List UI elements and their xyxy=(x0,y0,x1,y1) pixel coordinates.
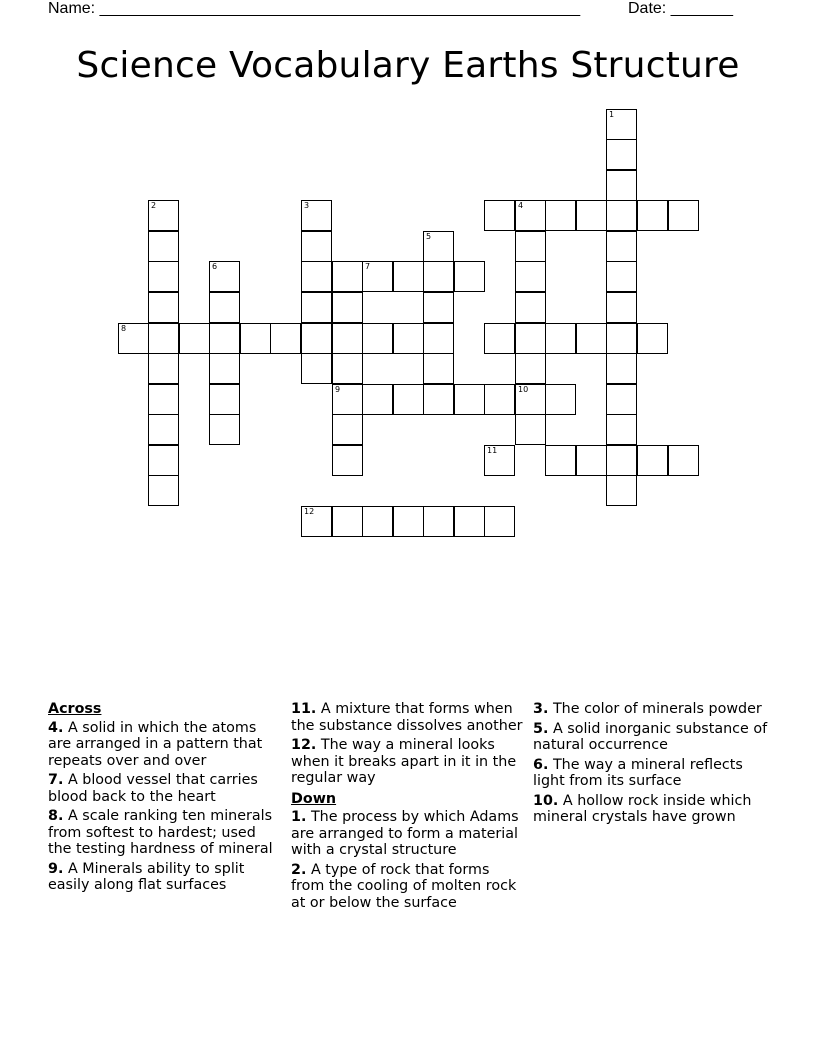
clue-across-9 xyxy=(48,861,280,894)
crossword-cell[interactable] xyxy=(606,445,637,476)
crossword-cell[interactable] xyxy=(332,353,363,384)
crossword-cell[interactable] xyxy=(301,506,332,537)
crossword-cell[interactable] xyxy=(606,353,637,384)
clue-number: 7. xyxy=(48,772,64,788)
crossword-cell[interactable] xyxy=(637,323,668,354)
crossword-cell[interactable] xyxy=(301,323,332,354)
crossword-cell[interactable] xyxy=(118,323,149,354)
crossword-cell[interactable] xyxy=(423,323,454,354)
crossword-cell[interactable] xyxy=(209,292,240,323)
clue-text: A hollow rock inside which mineral crystals have grown xyxy=(533,792,752,825)
clue-number: 10. xyxy=(533,792,559,809)
cell-number: 11 xyxy=(487,446,498,455)
page-title: Science Vocabulary Earths Structure xyxy=(76,45,740,86)
clue-number: 9. xyxy=(48,860,64,877)
crossword-cell[interactable] xyxy=(606,292,637,323)
crossword-cell[interactable] xyxy=(148,384,179,415)
crossword-cell[interactable] xyxy=(179,323,210,354)
clue-number: 8. xyxy=(48,808,64,824)
crossword-cell[interactable] xyxy=(148,445,179,476)
crossword-cell[interactable] xyxy=(148,414,179,445)
clue-down-5 xyxy=(533,721,769,754)
crossword-cell[interactable] xyxy=(515,414,546,445)
clue-number: 2. xyxy=(291,861,307,878)
clues-column-1 xyxy=(48,701,280,897)
clue-down-10 xyxy=(533,793,769,826)
cell-number: 9 xyxy=(335,385,341,394)
crossword-cell[interactable] xyxy=(576,200,607,231)
crossword-cell[interactable] xyxy=(515,200,546,231)
crossword-cell[interactable] xyxy=(362,261,393,292)
clue-number: 11. xyxy=(291,701,317,717)
cell-number: 4 xyxy=(518,201,524,210)
clue-number: 5. xyxy=(533,720,549,737)
crossword-cell[interactable] xyxy=(209,414,240,445)
crossword-cell[interactable] xyxy=(606,170,637,201)
crossword-cell[interactable] xyxy=(515,292,546,323)
crossword-cell[interactable] xyxy=(576,445,607,476)
clue-number: 1. xyxy=(291,809,307,825)
clue-down-6 xyxy=(533,757,769,790)
clue-text: The color of minerals powder xyxy=(552,701,762,717)
crossword-cell[interactable] xyxy=(362,506,393,537)
crossword-cell[interactable] xyxy=(545,323,576,354)
crossword-cell[interactable] xyxy=(515,353,546,384)
clue-number: 6. xyxy=(533,756,549,773)
crossword-cell[interactable] xyxy=(606,261,637,292)
crossword-cell[interactable] xyxy=(637,445,668,476)
crossword-cell[interactable] xyxy=(515,261,546,292)
crossword-cell[interactable] xyxy=(362,384,393,415)
crossword-cell[interactable] xyxy=(148,475,179,506)
clue-across-12 xyxy=(291,737,523,787)
crossword-cell[interactable] xyxy=(606,109,637,140)
crossword-cell[interactable] xyxy=(301,261,332,292)
crossword-cell[interactable] xyxy=(332,384,363,415)
crossword-cell[interactable] xyxy=(606,231,637,262)
clue-text: A blood vessel that carries blood back to the heart xyxy=(48,772,258,805)
crossword-cell[interactable] xyxy=(393,506,424,537)
crossword-cell[interactable] xyxy=(668,200,699,231)
crossword-cell[interactable] xyxy=(454,261,485,292)
across-heading: Across xyxy=(48,701,102,717)
crossword-cell[interactable] xyxy=(576,323,607,354)
crossword-cell[interactable] xyxy=(209,353,240,384)
cell-number: 7 xyxy=(365,262,371,271)
cell-number: 6 xyxy=(212,262,218,271)
crossword-cell[interactable] xyxy=(209,384,240,415)
crossword-cell[interactable] xyxy=(423,292,454,323)
clue-text: A type of rock that forms from the cooling of molten rock at or below the surface xyxy=(291,861,517,911)
cell-number: 10 xyxy=(518,385,529,394)
clues-column-2 xyxy=(291,701,523,914)
clue-text: A solid in which the atoms are arranged in a pattern that repeats over and over xyxy=(48,719,263,769)
name-field[interactable]: Name: ______________________________________________________ xyxy=(48,0,581,17)
crossword-cell[interactable] xyxy=(606,323,637,354)
cell-number: 1 xyxy=(609,110,615,119)
crossword-cell[interactable] xyxy=(423,506,454,537)
clue-text: The way a mineral looks when it breaks apart in it in the regular way xyxy=(291,737,517,786)
cell-number: 2 xyxy=(151,201,157,210)
clue-text: A scale ranking ten minerals from softest to hardest; used the testing hardness of mineral xyxy=(48,808,273,857)
crossword-cell[interactable] xyxy=(545,200,576,231)
crossword-cell[interactable] xyxy=(637,200,668,231)
crossword-cell[interactable] xyxy=(606,139,637,170)
crossword-cell[interactable] xyxy=(209,261,240,292)
crossword-cell[interactable] xyxy=(301,200,332,231)
clue-down-1 xyxy=(291,809,523,859)
crossword-cell[interactable] xyxy=(148,292,179,323)
crossword-cell[interactable] xyxy=(209,323,240,354)
crossword-cell[interactable] xyxy=(393,384,424,415)
clue-across-7 xyxy=(48,772,280,805)
crossword-cell[interactable] xyxy=(332,261,363,292)
crossword-cell[interactable] xyxy=(148,261,179,292)
crossword-cell[interactable] xyxy=(240,323,271,354)
crossword-cell[interactable] xyxy=(148,323,179,354)
crossword-cell[interactable] xyxy=(454,384,485,415)
clue-text: The process by which Adams are arranged to form a material with a crystal structure xyxy=(291,809,519,858)
crossword-cell[interactable] xyxy=(515,384,546,415)
crossword-cell[interactable] xyxy=(332,506,363,537)
crossword-cell[interactable] xyxy=(301,292,332,323)
clue-text: A mixture that forms when the substance dissolves another xyxy=(291,701,523,734)
crossword-cell[interactable] xyxy=(484,506,515,537)
crossword-cell[interactable] xyxy=(362,323,393,354)
clue-text: The way a mineral reflects light from its surface xyxy=(533,756,743,789)
crossword-cell[interactable] xyxy=(301,353,332,384)
crossword-cell[interactable] xyxy=(423,353,454,384)
crossword-cell[interactable] xyxy=(332,323,363,354)
crossword-cell[interactable] xyxy=(301,231,332,262)
crossword-cell[interactable] xyxy=(393,261,424,292)
cell-number: 12 xyxy=(304,507,315,516)
crossword-cell[interactable] xyxy=(148,353,179,384)
clue-across-4 xyxy=(48,720,280,770)
crossword-cell[interactable] xyxy=(606,475,637,506)
crossword-cell[interactable] xyxy=(148,200,179,231)
crossword-cell[interactable] xyxy=(332,414,363,445)
crossword-cell[interactable] xyxy=(668,445,699,476)
clue-number: 4. xyxy=(48,719,64,736)
clue-across-11 xyxy=(291,701,523,734)
crossword-cell[interactable] xyxy=(332,292,363,323)
crossword-cell[interactable] xyxy=(393,323,424,354)
clue-number: 3. xyxy=(533,701,549,717)
clue-number: 12. xyxy=(291,737,317,753)
clue-down-2 xyxy=(291,862,523,912)
crossword-cell[interactable] xyxy=(515,323,546,354)
crossword-cell[interactable] xyxy=(423,231,454,262)
clue-down-3 xyxy=(533,701,769,718)
crossword-cell[interactable] xyxy=(484,445,515,476)
clue-text: A solid inorganic substance of natural occurrence xyxy=(533,720,768,753)
crossword-cell[interactable] xyxy=(270,323,301,354)
date-field[interactable]: Date: _______ xyxy=(628,0,733,17)
crossword-cell[interactable] xyxy=(423,261,454,292)
crossword-cell[interactable] xyxy=(484,323,515,354)
crossword-cell[interactable] xyxy=(484,200,515,231)
crossword-cell[interactable] xyxy=(423,384,454,415)
crossword-cell[interactable] xyxy=(332,445,363,476)
down-heading: Down xyxy=(291,790,337,807)
crossword-cell[interactable] xyxy=(606,384,637,415)
cell-number: 3 xyxy=(304,201,310,210)
crossword-cell[interactable] xyxy=(484,384,515,415)
clues-column-3 xyxy=(533,701,769,829)
clue-across-8 xyxy=(48,808,280,858)
clue-text: A Minerals ability to split easily along flat surfaces xyxy=(48,860,245,893)
crossword-cell[interactable] xyxy=(545,384,576,415)
crossword-cell[interactable] xyxy=(545,445,576,476)
crossword-cell[interactable] xyxy=(606,200,637,231)
cell-number: 5 xyxy=(426,232,432,241)
crossword-cell[interactable] xyxy=(148,231,179,262)
cell-number: 8 xyxy=(121,324,127,333)
crossword-cell[interactable] xyxy=(515,231,546,262)
crossword-cell[interactable] xyxy=(454,506,485,537)
crossword-cell[interactable] xyxy=(606,414,637,445)
